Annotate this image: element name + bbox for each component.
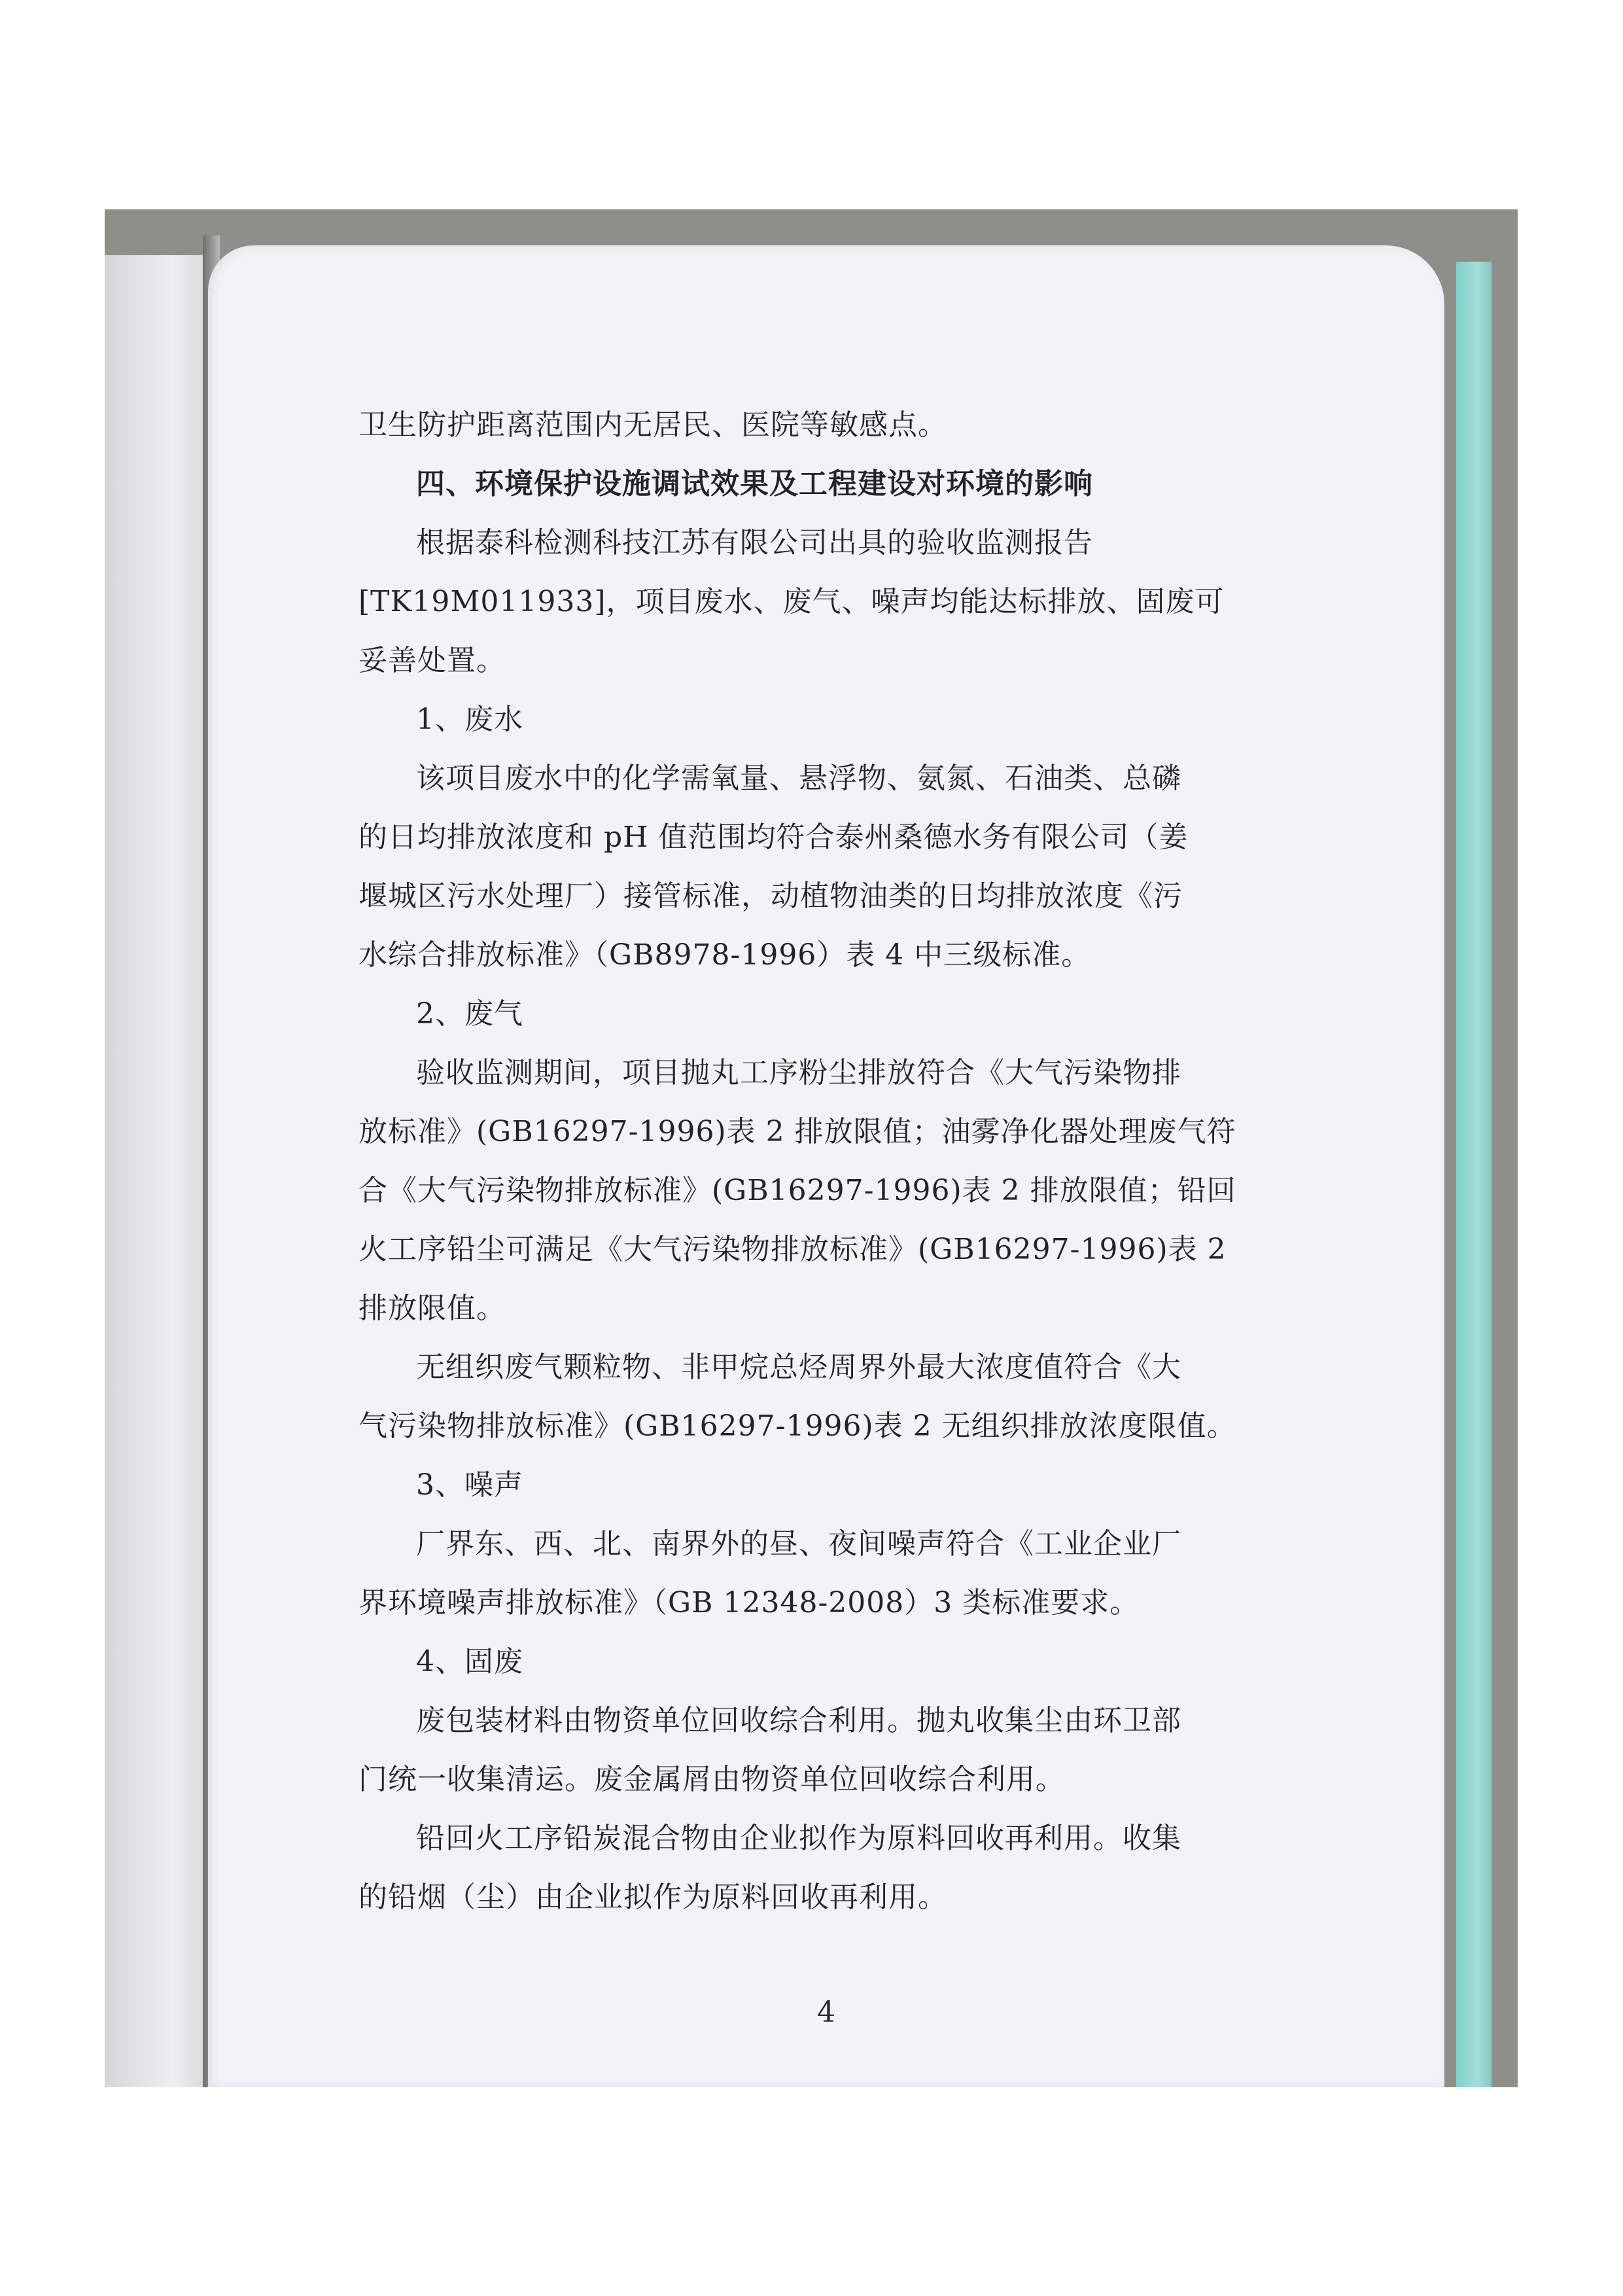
text-line: 排放限值。	[358, 1292, 506, 1325]
cover-edge	[1456, 262, 1492, 2087]
text-line: 验收监测期间，项目抛丸工序粉尘排放符合《大气污染物排	[416, 1056, 1181, 1089]
text-line: 妥善处置。	[358, 644, 506, 677]
text-line: 废包装材料由物资单位回收综合利用。抛丸收集尘由环卫部	[416, 1704, 1181, 1737]
page-text	[358, 396, 1300, 1927]
book-page	[208, 245, 1444, 2087]
subsection-heading-noise: 3、噪声	[416, 1468, 523, 1502]
book-photo	[105, 209, 1518, 2087]
text-line: 厂界东、西、北、南界外的昼、夜间噪声符合《工业企业厂	[416, 1527, 1181, 1561]
subsection-heading-waste-gas: 2、废气	[416, 997, 523, 1031]
section-heading: 四、环境保护设施调试效果及工程建设对环境的影响	[416, 467, 1093, 501]
text-line: 无组织废气颗粒物、非甲烷总烃周界外最大浓度值符合《大	[416, 1351, 1181, 1384]
text-line: 堰城区污水处理厂）接管标准，动植物油类的日均排放浓度《污	[358, 879, 1183, 913]
text-line: 卫生防护距离范围内无居民、医院等敏感点。	[358, 408, 947, 442]
text-line: 根据泰科检测科技江苏有限公司出具的验收监测报告	[416, 526, 1093, 559]
page-number: 4	[817, 1996, 835, 2029]
text-line: 气污染物排放标准》(GB16297-1996)表 2 无组织排放浓度限值。	[358, 1409, 1236, 1443]
text-line: 的铅烟（尘）由企业拟作为原料回收再利用。	[358, 1881, 947, 1914]
text-line: 放标准》(GB16297-1996)表 2 排放限值；油雾净化器处理废气符	[358, 1115, 1236, 1148]
text-line: 水综合排放标准》（GB8978-1996）表 4 中三级标准。	[358, 938, 1091, 972]
text-line: [TK19M011933]，项目废水、废气、噪声均能达标排放、固废可	[358, 585, 1225, 618]
left-page-edge	[105, 255, 203, 2087]
text-line: 界环境噪声排放标准》（GB 12348-2008）3 类标准要求。	[358, 1586, 1140, 1619]
text-line: 铅回火工序铅炭混合物由企业拟作为原料回收再利用。收集	[416, 1822, 1181, 1855]
text-line: 的日均排放浓度和 pH 值范围均符合泰州桑德水务有限公司（姜	[358, 821, 1189, 854]
text-line: 门统一收集清运。废金属屑由物资单位回收综合利用。	[358, 1763, 1065, 1796]
subsection-heading-solid-waste: 4、固废	[416, 1645, 523, 1678]
text-line: 该项目废水中的化学需氧量、悬浮物、氨氮、石油类、总磷	[416, 762, 1181, 795]
text-line: 合《大气污染物排放标准》(GB16297-1996)表 2 排放限值；铅回	[358, 1174, 1236, 1207]
subsection-heading-wastewater: 1、废水	[416, 703, 523, 736]
text-line: 火工序铅尘可满足《大气污染物排放标准》(GB16297-1996)表 2	[358, 1233, 1227, 1266]
